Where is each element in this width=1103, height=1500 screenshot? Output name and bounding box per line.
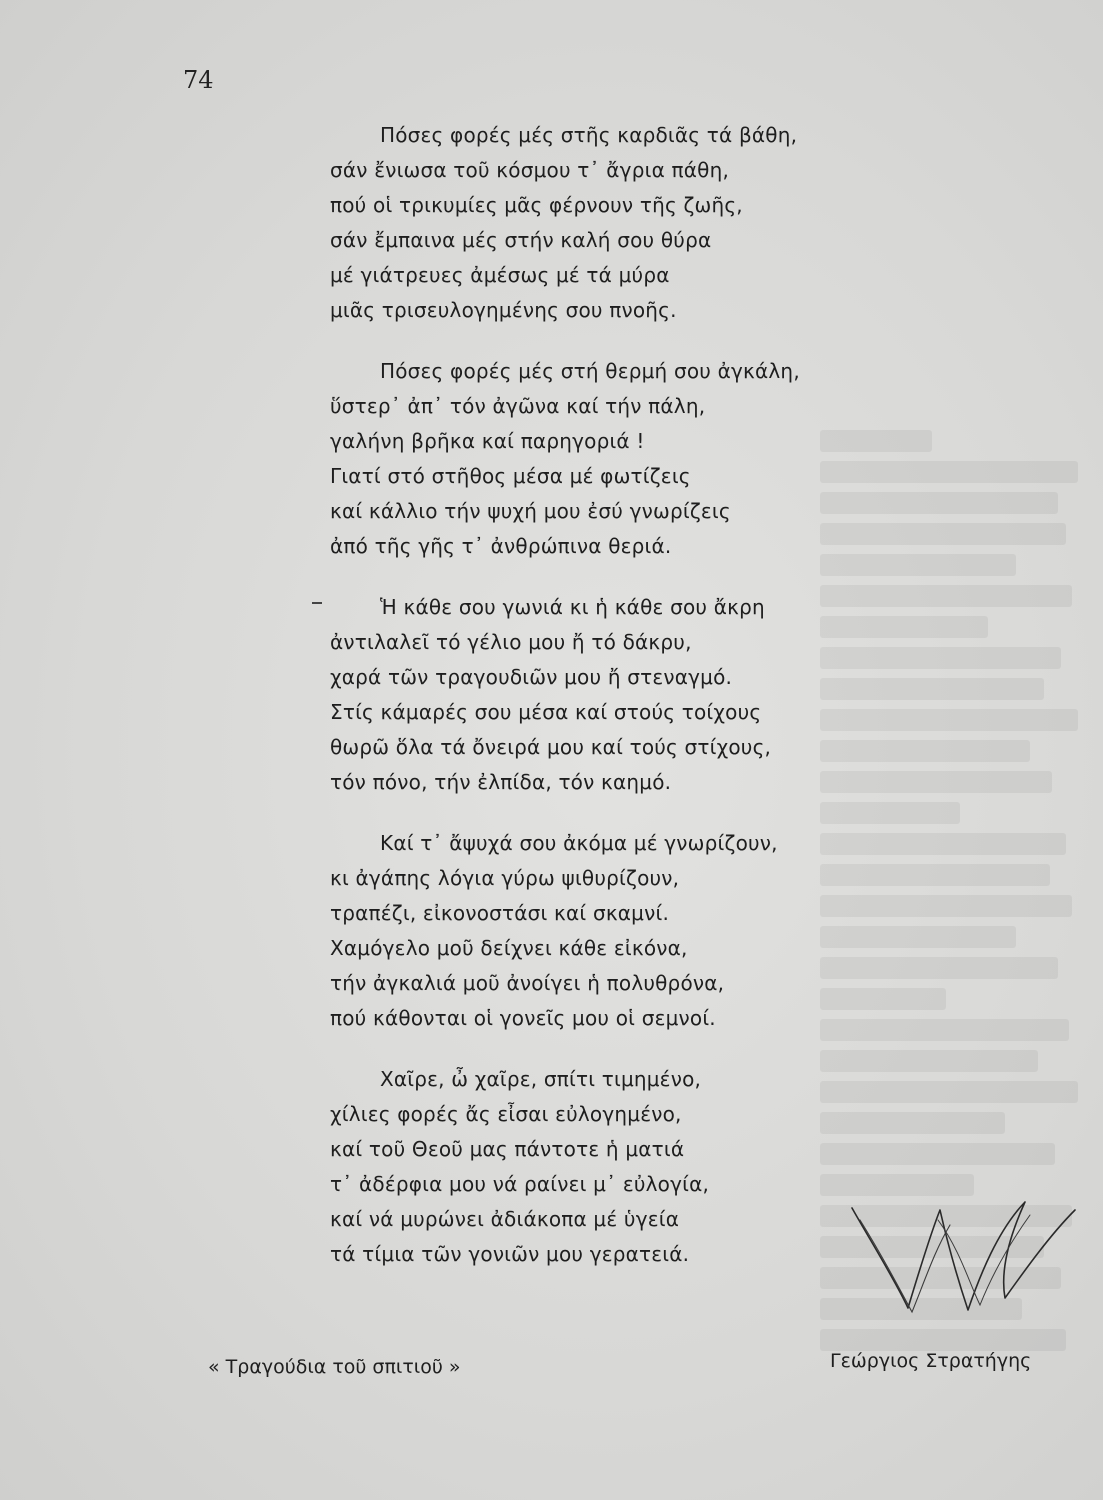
poem-line: μέ γιάτρευες ἀμέσως μέ τά μύρα — [330, 263, 670, 287]
poem-line: πού κάθονται οἱ γονεῖς μου οἱ σεμνοί. — [330, 1006, 716, 1030]
stanza-1 — [330, 118, 890, 328]
page-number: 74 — [183, 66, 214, 94]
poem-line: καί νά μυρώνει ἀδιάκοπα μέ ὑγεία — [330, 1207, 680, 1231]
poem-line: Πόσες φορές μές στή θερμή σου ἀγκάλη, — [380, 359, 800, 383]
poem-line: Καί τ᾽ ἄψυχά σου ἀκόμα μέ γνωρίζουν, — [380, 831, 778, 855]
stanza-5 — [330, 1062, 890, 1272]
poem-line: καί κάλλιο τήν ψυχή μου ἐσύ γνωρίζεις — [330, 499, 731, 523]
poem-line: ἀντιλαλεῖ τό γέλιο μου ἤ τό δάκρυ, — [330, 630, 692, 654]
poem-line: σάν ἔμπαινα μές στήν καλή σου θύρα — [330, 228, 712, 252]
poem-line: Γιατί στό στῆθος μέσα μέ φωτίζεις — [330, 464, 691, 488]
poem-line: σάν ἔνιωσα τοῦ κόσμου τ᾽ ἄγρια πάθη, — [330, 158, 730, 182]
poem-line: χίλιες φορές ἄς εἶσαι εὐλογημένο, — [330, 1102, 682, 1126]
poem-line: μιᾶς τρισευλογημένης σου πνοῆς. — [330, 298, 677, 322]
stanza-4 — [330, 826, 890, 1036]
poem-line: τά τίμια τῶν γονιῶν μου γερατειά. — [330, 1242, 690, 1266]
author-name: Γεώργιος Στρατήγης — [830, 1350, 1032, 1372]
poem-line: Στίς κάμαρές σου μέσα καί στούς τοίχους — [330, 700, 762, 724]
stray-mark — [312, 602, 322, 604]
poem-line: χαρά τῶν τραγουδιῶν μου ἤ στεναγμό. — [330, 665, 733, 689]
poem-line: Πόσες φορές μές στῆς καρδιᾶς τά βάθη, — [380, 123, 798, 147]
poem — [330, 118, 890, 1298]
poem-line: καί τοῦ Θεοῦ μας πάντοτε ἡ ματιά — [330, 1137, 685, 1161]
stanza-3 — [330, 590, 890, 800]
poem-line: θωρῶ ὅλα τά ὄνειρά μου καί τούς στίχους, — [330, 735, 772, 759]
source-citation: « Τραγούδια τοῦ σπιτιοῦ » — [208, 1356, 461, 1378]
poem-line: Χαμόγελο μοῦ δείχνει κάθε εἰκόνα, — [330, 936, 688, 960]
poem-line: τραπέζι, εἰκονοστάσι καί σκαμνί. — [330, 901, 670, 925]
poem-line: Ἡ κάθε σου γωνιά κι ἡ κάθε σου ἄκρη — [380, 595, 765, 619]
poem-line: τόν πόνο, τήν ἐλπίδα, τόν καημό. — [330, 770, 672, 794]
poem-line: πού οἱ τρικυμίες μᾶς φέρνουν τῆς ζωῆς, — [330, 193, 743, 217]
poem-line: Χαῖρε, ὦ χαῖρε, σπίτι τιμημένο, — [380, 1067, 702, 1091]
stanza-2 — [330, 354, 890, 564]
poem-line: ὕστερ᾽ ἀπ᾽ τόν ἀγῶνα καί τήν πάλη, — [330, 394, 706, 418]
poem-line: ἀπό τῆς γῆς τ᾽ ἀνθρώπινα θεριά. — [330, 534, 672, 558]
handwritten-signature — [840, 1180, 1080, 1320]
poem-line: τ᾽ ἀδέρφια μου νά ραίνει μ᾽ εὐλογία, — [330, 1172, 710, 1196]
poem-line: κι ἀγάπης λόγια γύρω ψιθυρίζουν, — [330, 866, 680, 890]
poem-line: τήν ἀγκαλιά μοῦ ἀνοίγει ἡ πολυθρόνα, — [330, 971, 725, 995]
poem-line: γαλήνη βρῆκα καί παρηγοριά ! — [330, 429, 645, 453]
